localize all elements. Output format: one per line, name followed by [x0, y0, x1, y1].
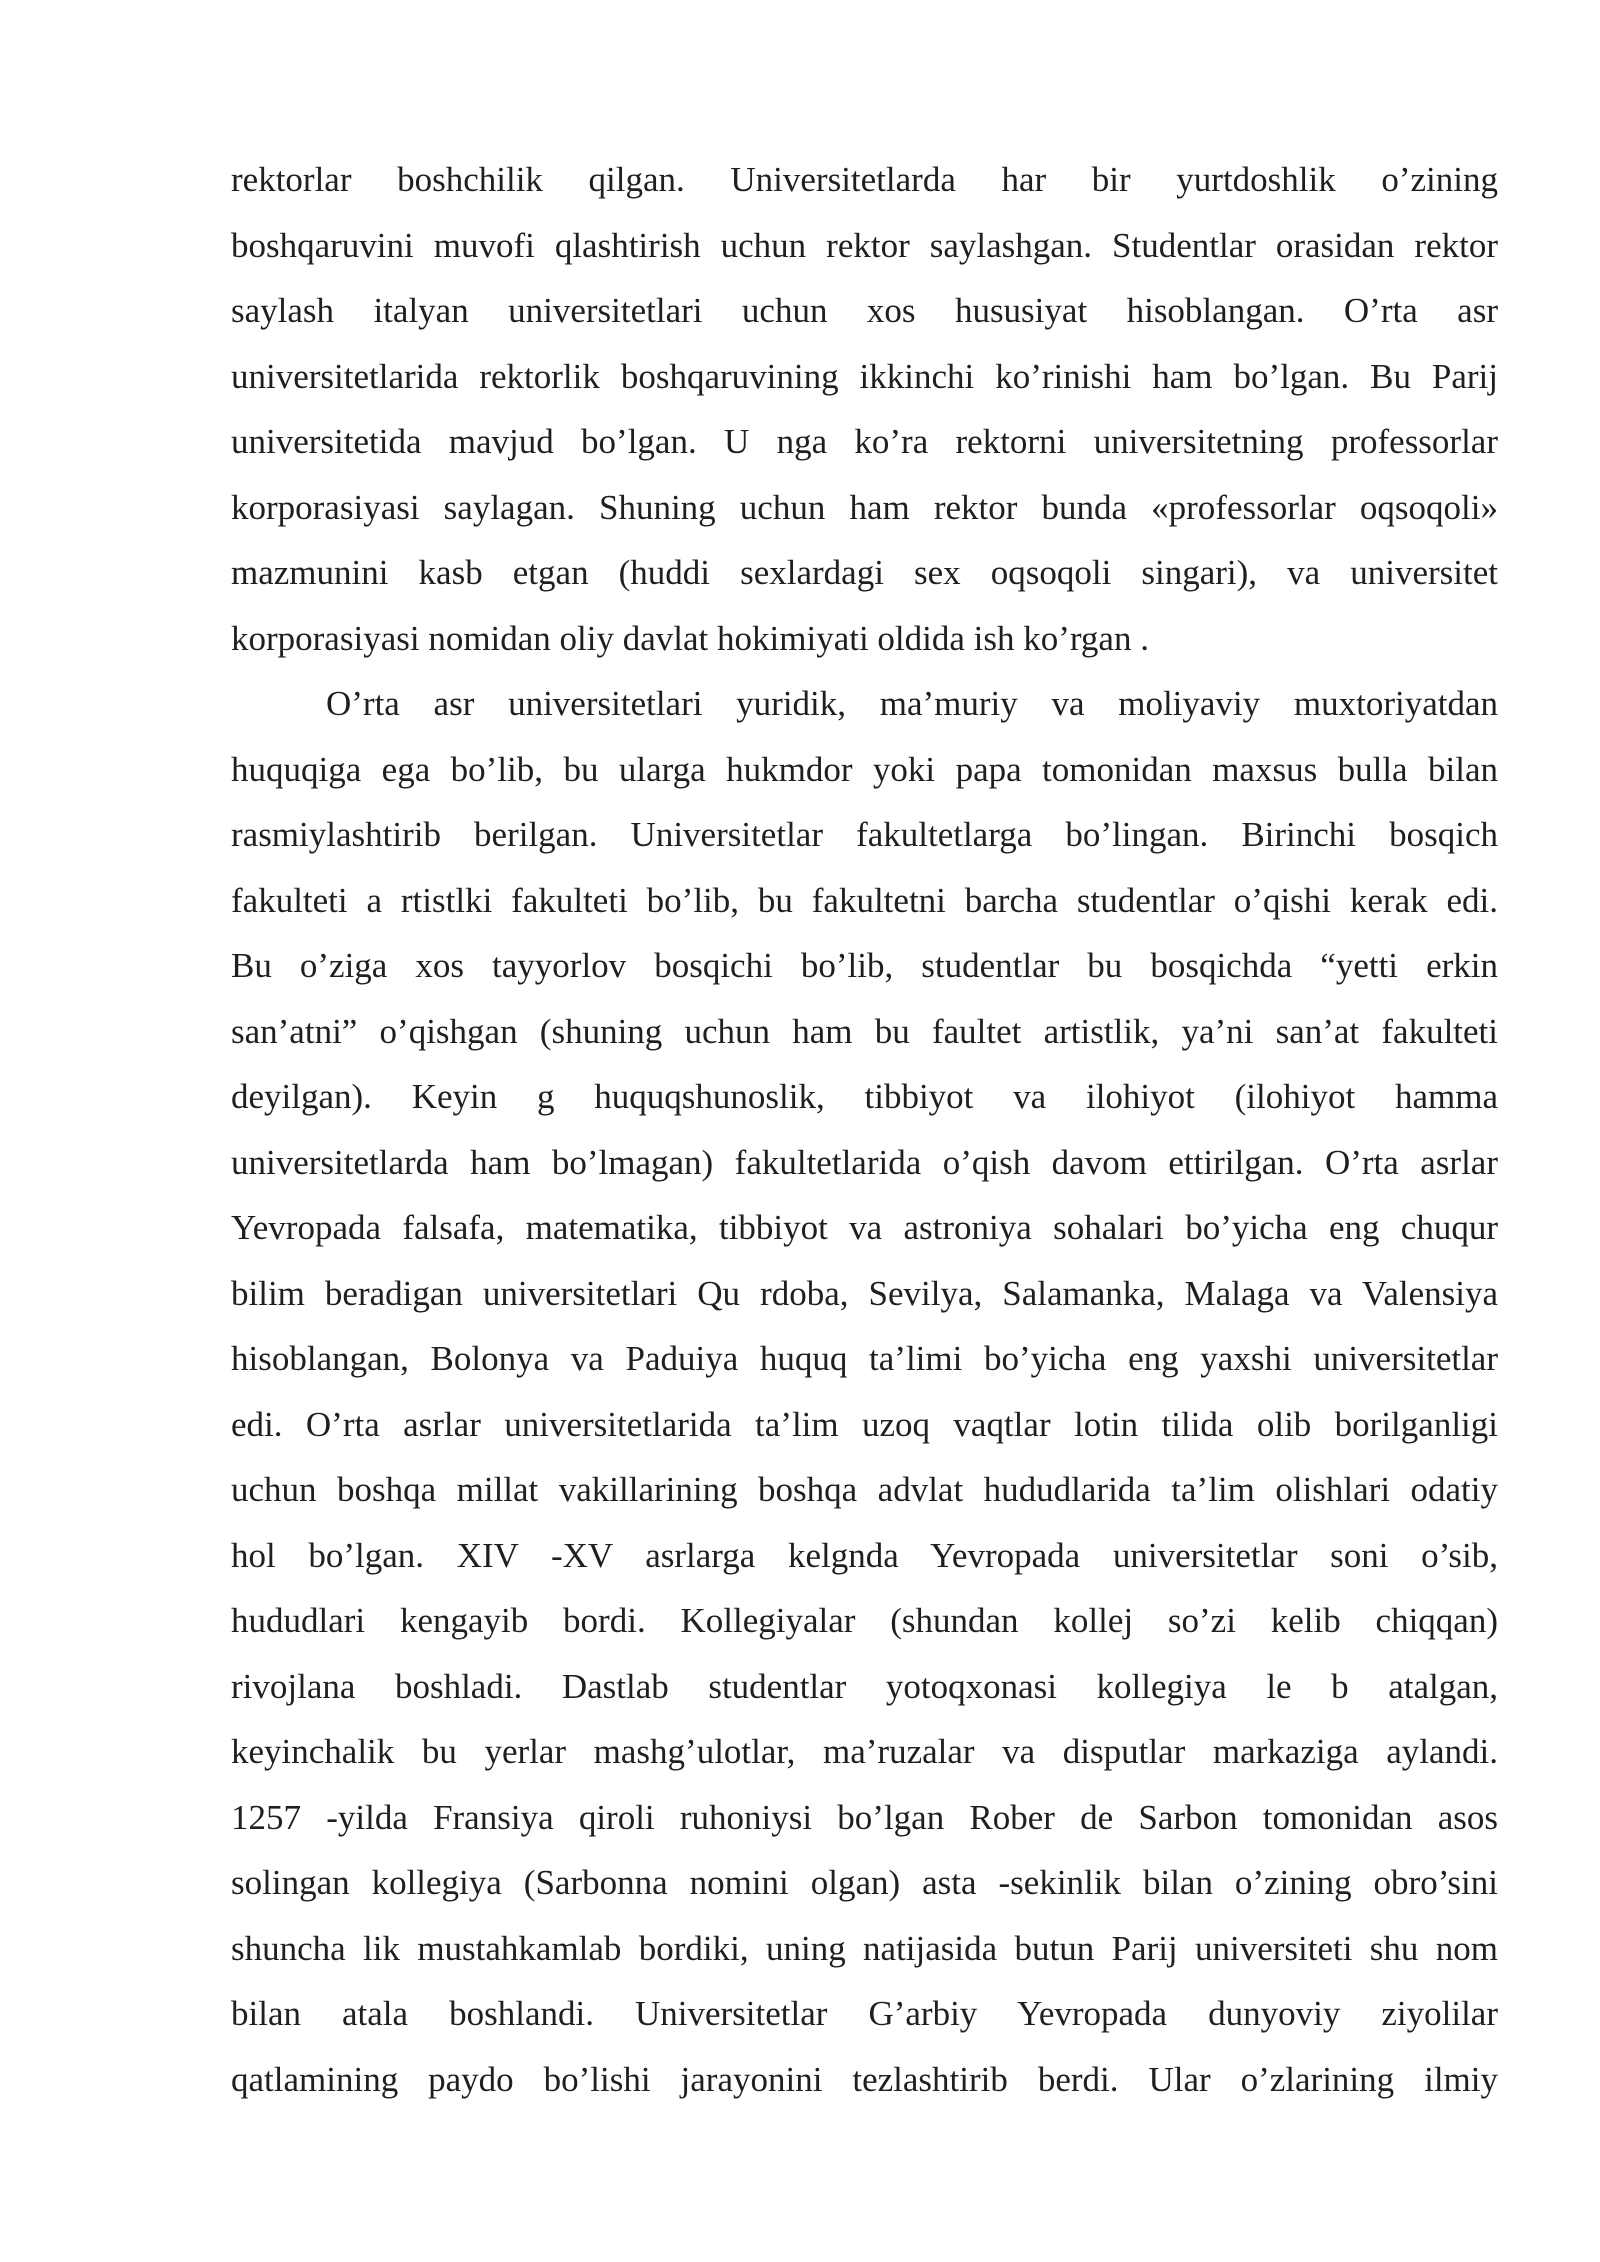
text-line: korporasiyasi saylagan. Shuning uchun ham rektor bunda «professorlar oqsoqoli»: [231, 487, 1498, 527]
text-line: boshqaruvini muvofi qlashtirish uchun rektor saylashgan. Studentlar orasidan rektor: [231, 225, 1498, 265]
text-line: bilan atala boshlandi. Universitetlar G’arbiy Yevropada dunyoviy ziyolilar: [231, 1994, 1498, 2033]
text-line: universitetida mavjud bo’lgan. U nga ko’ra rektorni universitetning professorlar: [231, 422, 1498, 461]
text-line: hududlari kengayib bordi. Kollegiyalar (shundan kollej so’zi kelib chiqqan): [231, 1601, 1498, 1640]
text-line: Yevropada falsafa, matematika, tibbiyot va astroniya sohalari bo’yicha eng chuqur: [231, 1208, 1498, 1247]
text-line: saylash italyan universitetlari uchun xos hususiyat hisoblangan. O’rta asr: [231, 291, 1498, 330]
text-line: qatlamining paydo bo’lishi jarayonini tezlashtirib berdi. Ular o’zlarining ilmiy: [231, 2059, 1498, 2099]
text-line: bilim beradigan universitetlari Qu rdoba, Sevilya, Salamanka, Malaga va Valensiya: [231, 1273, 1498, 1313]
text-line: edi. O’rta asrlar universitetlarida ta’lim uzoq vaqtlar lotin tilida olib borilganligi: [231, 1404, 1498, 1444]
text-line: 1257 -yilda Fransiya qiroli ruhoniysi bo’lgan Rober de Sarbon tomonidan asos: [231, 1797, 1498, 1837]
text-line: shuncha lik mustahkamlab bordiki, uning natijasida butun Parij universiteti shu nom: [231, 1928, 1498, 1968]
text-line: rektorlar boshchilik qilgan. Universitetlarda har bir yurtdoshlik o’zining: [231, 160, 1498, 199]
text-line: san’atni” o’qishgan (shuning uchun ham bu faultet artistlik, ya’ni san’at fakulteti: [231, 1011, 1498, 1051]
text-line: universitetlarda ham bo’lmagan) fakultetlarida o’qish davom ettirilgan. O’rta asrlar: [231, 1142, 1498, 1182]
paragraph-start-line: O’rta asr universitetlari yuridik, ma’muriy va moliyaviy muxtoriyatdan: [326, 684, 1498, 723]
text-line: uchun boshqa millat vakillarining boshqa advlat hududlarida ta’lim olishlari odatiy: [231, 1470, 1498, 1509]
text-line: solingan kollegiya (Sarbonna nomini olgan) asta -sekinlik bilan o’zining obro’sini: [231, 1863, 1498, 1902]
text-line: hol bo’lgan. XIV -XV asrlarga kelgnda Yevropada universitetlar soni o’sib,: [231, 1535, 1498, 1575]
text-line: Bu o’ziga xos tayyorlov bosqichi bo’lib, studentlar bu bosqichda “yetti erkin: [231, 946, 1498, 985]
text-line: deyilgan). Keyin g huquqshunoslik, tibbiyot va ilohiyot (ilohiyot hamma: [231, 1077, 1498, 1116]
body-text: [231, 147, 1498, 2112]
text-line: hisoblangan, Bolonya va Paduiya huquq ta’limi bo’yicha eng yaxshi universitetlar: [231, 1339, 1498, 1378]
text-line: rasmiylashtirib berilgan. Universitetlar fakultetlarga bo’lingan. Birinchi bosqich: [231, 815, 1498, 854]
text-line: mazmunini kasb etgan (huddi sexlardagi sex oqsoqoli singari), va universitet: [231, 553, 1498, 592]
text-line: huquqiga ega bo’lib, bu ularga hukmdor yoki papa tomonidan maxsus bulla bilan: [231, 749, 1498, 789]
text-line: keyinchalik bu yerlar mashg’ulotlar, ma’ruzalar va disputlar markaziga aylandi.: [231, 1732, 1498, 1771]
text-line: fakulteti a rtistlki fakulteti bo’lib, bu fakultetni barcha studentlar o’qishi kerak edi.: [231, 880, 1498, 920]
paragraph-end-line: korporasiyasi nomidan oliy davlat hokimiyati oldida ish ko’rgan .: [231, 618, 1149, 658]
text-line: rivojlana boshladi. Dastlab studentlar yotoqxonasi kollegiya le b atalgan,: [231, 1666, 1498, 1706]
text-line: universitetlarida rektorlik boshqaruvining ikkinchi ko’rinishi ham bo’lgan. Bu Parij: [231, 356, 1498, 396]
